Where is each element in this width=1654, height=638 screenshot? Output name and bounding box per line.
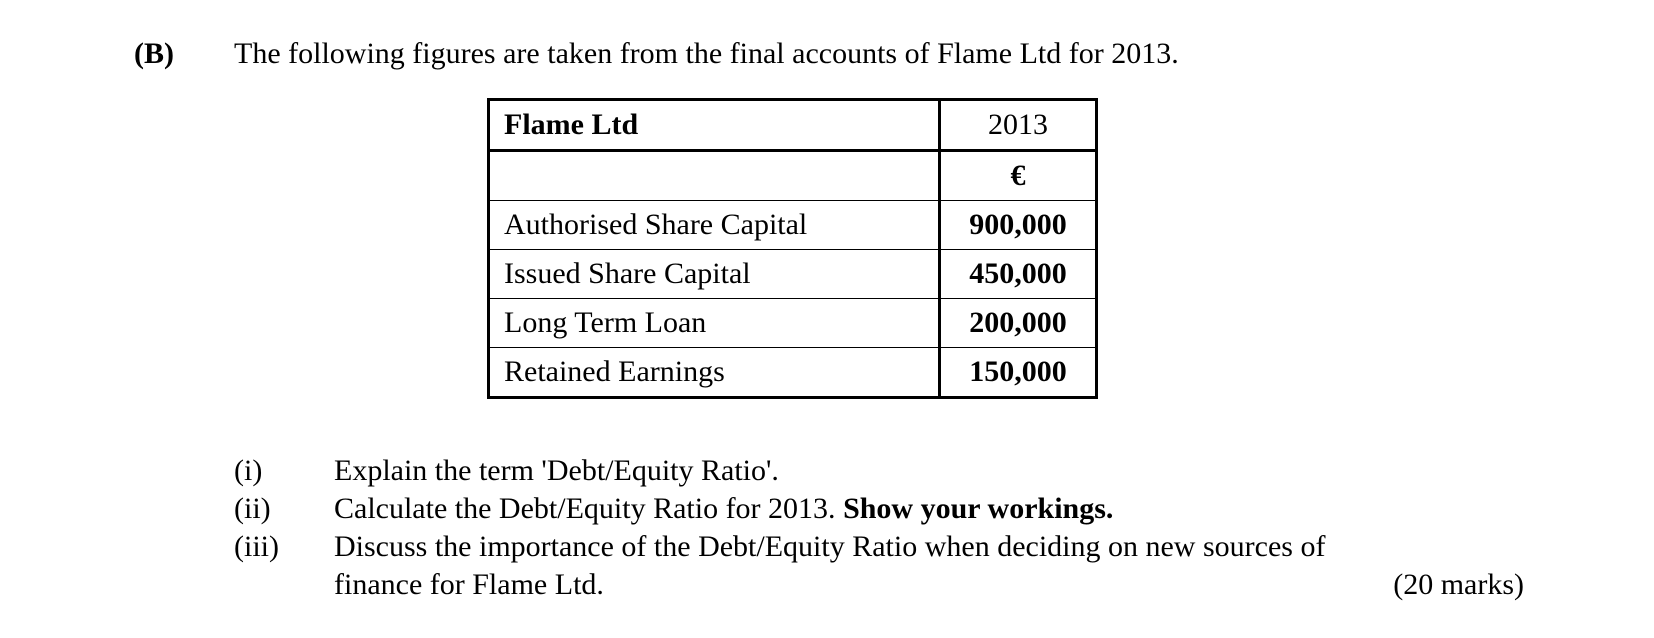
question-emphasis: Show your workings. [843, 492, 1114, 525]
table-row [489, 348, 1097, 398]
question-item [234, 452, 1524, 490]
table-header-row [489, 100, 1097, 151]
question-number: (i) [234, 454, 263, 487]
question-item [234, 528, 1524, 566]
table-year: 2013 [940, 100, 1097, 151]
table-title: Flame Ltd [489, 100, 940, 151]
section-label: (B) [134, 37, 174, 70]
row-value: 200,000 [940, 299, 1097, 348]
marks-label: (20 marks) [1393, 568, 1524, 601]
currency-row-label [489, 151, 940, 201]
question-continuation-text: finance for Flame Ltd. [334, 568, 604, 601]
question-text-main: Calculate the Debt/Equity Ratio for 2013. [334, 492, 844, 525]
currency-row [489, 151, 1097, 201]
currency-symbol: € [940, 151, 1097, 201]
row-label: Authorised Share Capital [489, 201, 940, 250]
question-number-spacer [234, 566, 334, 604]
table-row [489, 250, 1097, 299]
row-value: 900,000 [940, 201, 1097, 250]
question-item [234, 490, 1524, 528]
intro-text: The following figures are taken from the final accounts of Flame Ltd for 2013. [234, 37, 1179, 70]
table-row [489, 299, 1097, 348]
question-text: Discuss the importance of the Debt/Equity Ratio when deciding on new sources of [334, 530, 1326, 563]
question-list [234, 452, 1524, 604]
question-continuation-row [234, 566, 1524, 604]
figures-table [487, 98, 1098, 399]
row-label: Long Term Loan [489, 299, 940, 348]
row-value: 450,000 [940, 250, 1097, 299]
question-text: Explain the term 'Debt/Equity Ratio'. [334, 454, 779, 487]
question-number: (iii) [234, 530, 279, 563]
table-row [489, 201, 1097, 250]
question-text [334, 490, 1524, 528]
question-continuation [334, 566, 1524, 604]
row-label: Issued Share Capital [489, 250, 940, 299]
question-number: (ii) [234, 492, 271, 525]
row-label: Retained Earnings [489, 348, 940, 398]
row-value: 150,000 [940, 348, 1097, 398]
